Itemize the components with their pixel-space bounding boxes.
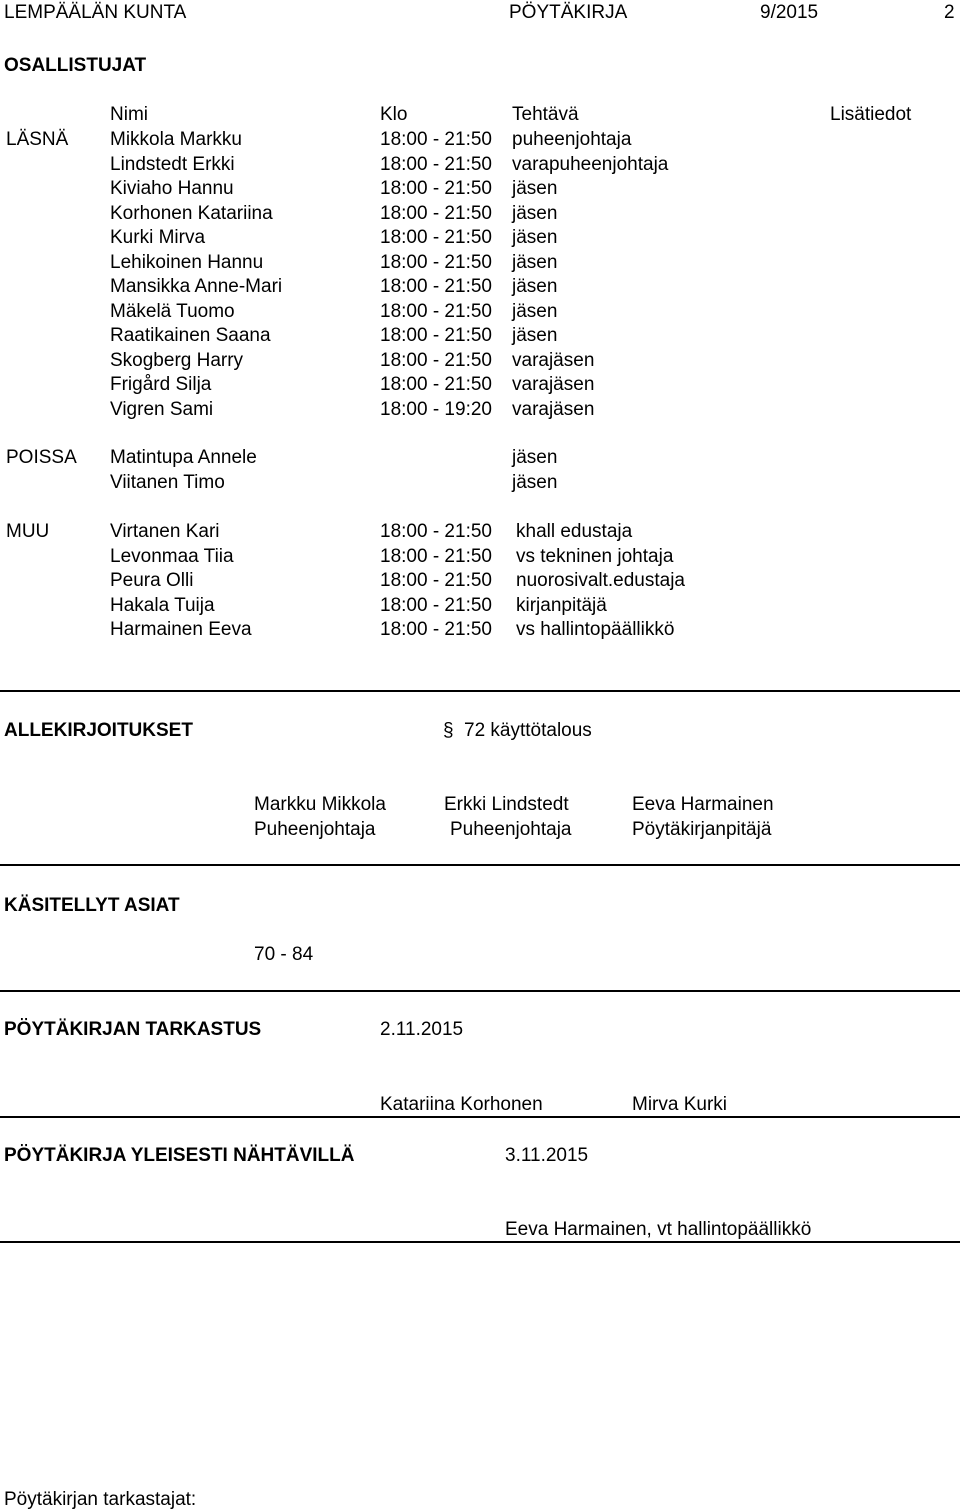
participant-time: 18:00 - 21:50 bbox=[380, 251, 492, 273]
signer-role: Pöytäkirjanpitäjä bbox=[632, 819, 772, 840]
participant-name: Vigren Sami bbox=[110, 398, 214, 420]
participant-time: 18:00 - 21:50 bbox=[380, 325, 492, 346]
review-title: PÖYTÄKIRJAN TARKASTUS bbox=[4, 1019, 262, 1040]
signer-role: Puheenjohtaja bbox=[450, 819, 572, 840]
participant-role: puheenjohtaja bbox=[512, 129, 632, 150]
reviewers-label: Pöytäkirjan tarkastajat: bbox=[4, 1489, 197, 1510]
absent-label: POISSA bbox=[6, 447, 77, 468]
participant-name: Skogberg Harry bbox=[110, 349, 244, 371]
participant-time: 18:00 - 21:50 bbox=[380, 545, 492, 567]
participant-name: Harmainen Eeva bbox=[110, 619, 252, 640]
participant-role: jäsen bbox=[512, 472, 558, 493]
participants-title: OSALLISTUJAT bbox=[4, 55, 147, 76]
participant-name: Frigård Silja bbox=[110, 374, 212, 395]
participant-name: Peura Olli bbox=[110, 570, 194, 591]
participant-name: Kiviaho Hannu bbox=[110, 178, 234, 199]
participant-name: Lehikoinen Hannu bbox=[110, 251, 264, 273]
table-row bbox=[0, 301, 960, 325]
participant-name: Mäkelä Tuomo bbox=[110, 300, 235, 322]
table-row bbox=[0, 595, 960, 619]
column-role-header: Tehtävä bbox=[512, 104, 579, 125]
participant-time: 18:00 - 21:50 bbox=[380, 153, 492, 175]
handled-range: 70 - 84 bbox=[254, 944, 314, 965]
participant-time: 18:00 - 21:50 bbox=[380, 349, 492, 371]
participant-role: varajäsen bbox=[512, 398, 595, 420]
participant-name: Korhonen Katariina bbox=[110, 202, 273, 224]
table-row bbox=[0, 570, 960, 594]
table-row bbox=[0, 447, 960, 471]
participant-role: jäsen bbox=[512, 251, 558, 273]
participant-name: Levonmaa Tiia bbox=[110, 545, 234, 567]
participants-column-headers bbox=[0, 104, 960, 128]
signer-name: Eeva Harmainen bbox=[632, 794, 774, 815]
participant-role: vs hallintopäällikkö bbox=[516, 619, 675, 640]
other-label: MUU bbox=[6, 521, 50, 542]
page-number: 2 bbox=[944, 2, 955, 23]
section-symbol: § bbox=[443, 720, 454, 741]
section-divider bbox=[0, 1116, 960, 1118]
table-row bbox=[0, 350, 960, 374]
participant-name: Mikkola Markku bbox=[110, 129, 242, 150]
participant-role: jäsen bbox=[512, 227, 558, 248]
participant-time: 18:00 - 19:20 bbox=[380, 398, 492, 420]
participant-name: Virtanen Kari bbox=[110, 521, 220, 542]
table-row bbox=[0, 472, 960, 496]
column-name-header: Nimi bbox=[110, 104, 148, 125]
participant-role: kirjanpitäjä bbox=[516, 594, 607, 616]
table-row bbox=[0, 325, 960, 349]
signatures-section-text: 72 käyttötalous bbox=[464, 720, 592, 741]
column-time-header: Klo bbox=[380, 104, 408, 125]
participant-time: 18:00 - 21:50 bbox=[380, 202, 492, 224]
participant-role: varajäsen bbox=[512, 349, 595, 371]
participant-time: 18:00 - 21:50 bbox=[380, 374, 492, 395]
signer-role: Puheenjohtaja bbox=[254, 819, 376, 840]
participant-name: Mansikka Anne-Mari bbox=[110, 276, 283, 297]
participant-role: jäsen bbox=[512, 447, 558, 468]
participant-name: Lindstedt Erkki bbox=[110, 153, 235, 175]
table-row bbox=[0, 252, 960, 276]
table-row bbox=[0, 399, 960, 423]
participant-role: varajäsen bbox=[512, 374, 595, 395]
section-divider bbox=[0, 990, 960, 992]
handled-title: KÄSITELLYT ASIAT bbox=[4, 895, 180, 916]
participant-role: khall edustaja bbox=[516, 521, 633, 542]
table-row bbox=[0, 374, 960, 398]
document-number: 9/2015 bbox=[760, 2, 819, 23]
participant-role: jäsen bbox=[512, 178, 558, 199]
section-divider bbox=[0, 1241, 960, 1243]
table-row bbox=[0, 619, 960, 643]
present-label: LÄSNÄ bbox=[6, 129, 69, 150]
table-row bbox=[0, 227, 960, 251]
public-date: 3.11.2015 bbox=[505, 1145, 589, 1166]
participant-name: Matintupa Annele bbox=[110, 447, 257, 468]
document-type: PÖYTÄKIRJA bbox=[509, 2, 628, 23]
participant-role: jäsen bbox=[512, 325, 558, 346]
signatures-title: ALLEKIRJOITUKSET bbox=[4, 720, 193, 741]
public-signer: Eeva Harmainen, vt hallintopäällikkö bbox=[505, 1219, 812, 1240]
participant-time: 18:00 - 21:50 bbox=[380, 594, 492, 616]
participant-name: Viitanen Timo bbox=[110, 472, 225, 493]
table-row bbox=[0, 521, 960, 545]
participant-time: 18:00 - 21:50 bbox=[380, 521, 492, 542]
participant-role: nuorosivalt.edustaja bbox=[516, 570, 685, 591]
table-row bbox=[0, 178, 960, 202]
participant-time: 18:00 - 21:50 bbox=[380, 300, 492, 322]
participant-time: 18:00 - 21:50 bbox=[380, 227, 492, 248]
signer-name: Markku Mikkola bbox=[254, 794, 386, 815]
participant-role: vs tekninen johtaja bbox=[516, 545, 674, 567]
municipality-name: LEMPÄÄLÄN KUNTA bbox=[4, 2, 187, 23]
section-divider bbox=[0, 864, 960, 866]
participant-time: 18:00 - 21:50 bbox=[380, 276, 492, 297]
public-title: PÖYTÄKIRJA YLEISESTI NÄHTÄVILLÄ bbox=[4, 1145, 355, 1166]
participant-time: 18:00 - 21:50 bbox=[380, 129, 492, 150]
signer-name: Erkki Lindstedt bbox=[444, 794, 569, 815]
participant-time: 18:00 - 21:50 bbox=[380, 619, 492, 640]
participant-role: jäsen bbox=[512, 202, 558, 224]
participant-name: Kurki Mirva bbox=[110, 227, 206, 248]
participant-role: varapuheenjohtaja bbox=[512, 153, 669, 175]
participant-role: jäsen bbox=[512, 300, 558, 322]
reviewer-name: Katariina Korhonen bbox=[380, 1094, 543, 1115]
participant-name: Raatikainen Saana bbox=[110, 325, 271, 346]
participant-time: 18:00 - 21:50 bbox=[380, 178, 492, 199]
table-row bbox=[0, 546, 960, 570]
table-row bbox=[0, 154, 960, 178]
reviewer-name: Mirva Kurki bbox=[632, 1094, 728, 1115]
review-date: 2.11.2015 bbox=[380, 1019, 464, 1040]
participant-name: Hakala Tuija bbox=[110, 594, 215, 616]
column-info-header: Lisätiedot bbox=[830, 104, 912, 125]
participant-role: jäsen bbox=[512, 276, 558, 297]
section-divider bbox=[0, 690, 960, 692]
participant-time: 18:00 - 21:50 bbox=[380, 570, 492, 591]
table-row bbox=[0, 129, 960, 153]
table-row bbox=[0, 276, 960, 300]
table-row bbox=[0, 203, 960, 227]
